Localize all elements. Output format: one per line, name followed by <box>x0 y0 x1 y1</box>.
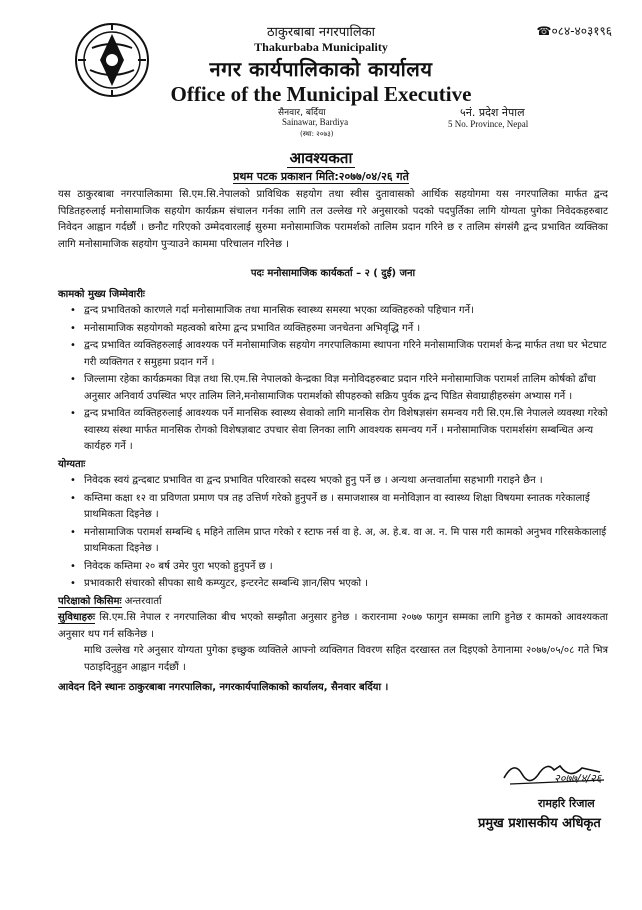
benefits-value: सि.एम.सि नेपाल र नगरपालिका बीच भएको सम्झौता अनुसार हुनेछ । करारनामा २०७७ फागुन सम्मका लागि हुनेछ र कामको आवश्यकता अनुसार थप गर्न सकिनेछ । <box>58 612 608 640</box>
selection-value: अन्तरवार्ता <box>124 595 162 607</box>
office-name-en: Office of the Municipal Executive <box>170 82 472 106</box>
selection-method <box>58 594 608 611</box>
qualifications-list <box>58 473 608 593</box>
province-en: 5 No. Province, Nepal <box>448 119 529 129</box>
list-item: • द्वन्द प्रभावित व्यक्तिहरुलाई आवश्यक पर्ने मानसिक स्वास्थ्य सेवाको लागि मानसिक रोग विशेषज्ञसंग समन्वय गरी सि.एम.सि नेपालले व्यवस्था गरेको स्वास्थ्य संस्था मार्फत मानसिक रोगको विशेषज्ञबाट उपचार सेवा लिनका लागि आवश्यक समन्वय गर्ने । मनोसामाजिक परामर्शसंग सम्बन्धित अन्य कार्यहरु गर्ने । <box>58 406 608 456</box>
list-item: • निवेदक स्वयं द्वन्दबाट प्रभावित वा द्वन्द प्रभावित परिवारको सदस्य भएको हुनु पर्ने छ । अन्यथा अन्तवार्तामा सहभागी गराइने छैन । <box>58 473 608 490</box>
established-year: (स्था: २०७३) <box>300 130 334 138</box>
responsibilities-list <box>58 303 608 456</box>
office-name-np: नगर कार्यपालिकाको कार्यालय <box>209 57 433 81</box>
publish-date: प्रथम पटक प्रकाशन मिति:२०७७/०४/२६ गते <box>233 170 409 183</box>
notice-body <box>58 187 608 697</box>
apply-value: ठाकुरबाबा नगरपालिका, नगरकार्यपालिकाको कार्यालय, सैनवार बर्दिया । <box>128 682 389 693</box>
responsibilities-heading: कामको मुख्य जिम्मेवारीः <box>58 288 145 300</box>
list-item: • निवेदक कम्तिमा २० बर्ष उमेर पुरा भएको हुनुपर्ने छ । <box>58 559 608 576</box>
list-item: • द्वन्द प्रभावितको कारणले गर्दा मनोसामाजिक तथा मानसिक स्वास्थ्य समस्या भएका व्यक्तिहरुको पहिचान गर्ने। <box>58 303 608 320</box>
list-item: • प्रभावकारी संचारको सीपका साथै कम्प्युटर, इन्टरनेट सम्बन्धि ज्ञान/सिप भएको । <box>58 576 608 593</box>
location-np: सैनवार, बर्दिया <box>278 108 326 118</box>
signatory-name: रामहरि रिजाल <box>538 797 595 810</box>
signature <box>500 752 610 792</box>
post-title: पदः मनोसामाजिक कार्यकर्ता – २ ( दुई) जना <box>250 268 416 279</box>
application-instruction: माथि उल्लेख गरे अनुसार योग्यता पुगेका इच्छुक व्यक्तिले आफ्नो व्यक्तिगत विवरण सहित दरखास्त तल दिइएको ठेगानामा २०७७/०५/०८ गते भित्र पठाइदिनुहुन आह्वान गर्दछौं । <box>84 645 608 673</box>
benefits-label: सुविधाहरुः <box>58 612 95 623</box>
selection-label: परिक्षाको किसिमः <box>58 595 122 607</box>
signatory-title: प्रमुख प्रशासकीय अधिकृत <box>478 816 601 831</box>
list-item: • मनोसामाजिक सहयोगको महत्वको बारेमा द्वन्द प्रभावित व्यक्तिहरुमा जनचेतना अभिवृद्धि गर्ने । <box>58 321 608 338</box>
list-item: • कम्तिमा कक्षा १२ वा प्रविणता प्रमाण पत्र तह उत्तिर्ण गरेको हुनुपर्ने छ । समाजशास्त्र वा मनोविज्ञान वा स्वास्थ्य शिक्षा विषयमा स्नातक गरेकालाई प्राथमिकता दिइनेछ । <box>58 491 608 524</box>
list-item: • द्वन्द प्रभावित व्यक्तिहरुलाई आवश्यक पर्ने मनोसामाजिक सहयोग नगरपालिकामा स्थापना गरिने मनोसामाजिक परामर्श केन्द्र मार्फत तथा घर भेटघाट गरी व्यक्तिगत र समुहमा प्रदान गर्ने । <box>58 338 608 371</box>
list-item: • जिल्लामा रहेका कार्यक्रमका विज्ञ तथा सि.एम.सि नेपालको केन्द्रका विज्ञ मनोविदहरुबाट प्रदान गरिने मनोसामाजिक परामर्श तालिम कोर्षको ढाँचा अनुसार अनिवार्य उपस्थित भएर तालिम लिने,मनोसामाजिक परामर्शको सीपहरुको सक्रिय पुर्वक द्वन्द पिडित सेवाग्राहीहरुसंग अभ्यास गर्ने । <box>58 372 608 405</box>
municipality-name-en: Thakurbaba Municipality <box>254 40 388 54</box>
list-item: • मनोसामाजिक परामर्श सम्बन्धि ६ महिने तालिम प्राप्त गरेको र स्टाफ नर्स वा हे. अ, अ. हे.ब. वा अ. न. मि पास गरी कामको अनुभव गरिसकेकालाई प्राथमिकता दिइनेछ । <box>58 525 608 558</box>
letterhead <box>0 0 642 145</box>
intro-paragraph: यस ठाकुरबाबा नगरपालिकामा सि.एम.सि.नेपालको प्राविधिक सहयोग तथा स्वीस दुतावासको आर्थिक सहयोगमा यस नगरपालिका मार्फत द्वन्द पिडितहरुलाई मनोसामाजिक सहयोग कार्यक्रम संचालन गर्नका लागि तल उल्लेख गरे अनुसारको पदको पदपुर्तिका लागि योग्यता पुगेका निवेदकहरुबाट निवेदन आह्वान गर्दछौं । छनौट गरिएको उम्मेदवारलाई सुरुमा मनोसामाजिक परामर्शको तालिम प्रदान गरिने छ र तालिम संगसंगै द्वन्द प्रभावित व्यक्तिका लागि मनोसामाजिक सहयोग पुऱ्याउने काममा परिचालन गरिनेछ । <box>58 189 608 250</box>
signature-date: २०७७/४/२६ <box>554 772 602 785</box>
location-en: Sainawar, Bardiya <box>282 117 349 127</box>
municipality-name-np: ठाकुरबाबा नगरपालिका <box>266 25 376 40</box>
application-place <box>58 680 608 697</box>
benefits <box>58 610 608 643</box>
notice-title: आवश्यकता <box>0 148 642 168</box>
qualifications-heading: योग्यताः <box>58 458 86 470</box>
phone-number: ☎०८४-४०३१९६ <box>536 24 612 38</box>
province-np: ५नं. प्रदेश नेपाल <box>460 106 525 119</box>
apply-label: आवेदन दिने स्थानः <box>58 682 126 693</box>
